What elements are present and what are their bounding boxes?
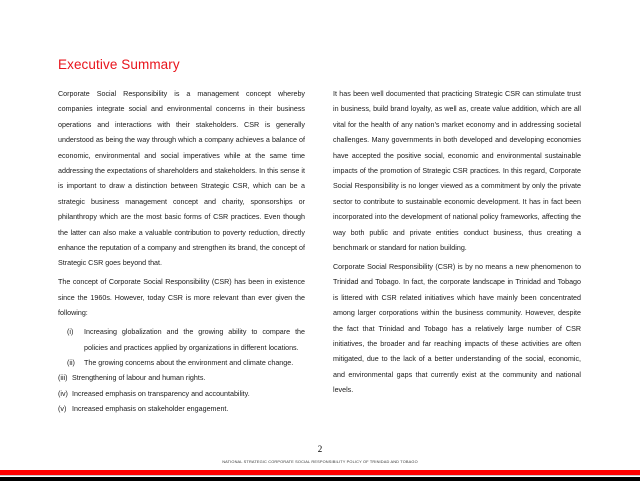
footer-running-title: NATIONAL STRATEGIC CORPORATE SOCIAL RESPONSIBILITY POLICY OF TRINIDAD AND TOBAGO xyxy=(222,459,418,464)
right-column xyxy=(333,87,581,402)
left-column xyxy=(58,87,305,418)
list-item xyxy=(58,387,305,402)
paragraph: Corporate Social Responsibility (CSR) is by no means a new phenomenon to Trinidad and Tobago. In fact, the corporate landscape in Trinidad and Tobago is littered with CSR related initiatives which have mainly been concentrated among larger corporations within the business community. However, despite the fact that Trinidad and Tobago has a relatively large number of CSR initiatives, the broader and far reaching impacts of these activities are often mitigated, due to the lack of a better understanding of the social, economic, and environmental gaps that currently exist at the community and national levels. xyxy=(333,262,581,395)
list-text: Increased emphasis on transparency and accountability. xyxy=(72,389,250,398)
page-title: Executive Summary xyxy=(58,57,180,72)
footer-black-bar xyxy=(0,477,640,481)
list-text: Increased emphasis on stakeholder engagement. xyxy=(72,405,229,414)
page-number: 2 xyxy=(317,444,323,454)
list-item xyxy=(58,371,305,386)
list-text: The growing concerns about the environment and climate change. xyxy=(84,358,294,367)
list-text: Increasing globalization and the growing ability to compare the policies and practices applied by organizations in different locations. xyxy=(84,328,305,352)
paragraph: Corporate Social Responsibility is a management concept whereby companies integrate social and environmental concerns in their business operations and interactions with their stakeholders. CSR is generally understood as being the way through which a company achieves a balance of economic, environmental and social imperatives while at the same time addressing the expectations of shareholders and stakeholders. In this sense it is important to draw a distinction between Strategic CSR, which can be a strategic business management concept and charity, sponsorships or philanthropy which are the most basic forms of CSR practices. Even though the latter can also make a valuable contribution to poverty reduction, directly enhance the reputation of a company and strengthen its brand, the concept of Strategic CSR goes beyond that. xyxy=(58,90,305,268)
list-item xyxy=(58,356,305,371)
list-item xyxy=(58,325,305,356)
list-number: (i) xyxy=(67,328,74,337)
footer-divider xyxy=(0,475,640,476)
list-number: (iii) xyxy=(58,374,68,383)
list-text: Strengthening of labour and human rights. xyxy=(72,374,206,383)
csr-relevance-list xyxy=(58,325,305,417)
paragraph: It has been well documented that practicing Strategic CSR can stimulate trust in business, build brand loyalty, as well as, create value addition, which are all vital for the health of any nation’s market economy and in addressing societal challenges. Many governments in both developed and developing economies have accepted the positive social, economic and environmental sustainable impacts of the promotion of Strategic CSR practices. In this regard, Corporate Social Responsibility is no longer viewed as a commitment by only the private sector to contribute to sustainable economic development. It has in fact been incorporated into the development of national policy frameworks, affecting the way both public and private entities conduct business, thus creating a benchmark or standard for nation building. xyxy=(333,90,581,253)
paragraph: The concept of Corporate Social Responsibility (CSR) has been in existence since the 1960s. However, today CSR is more relevant than ever given the following: xyxy=(58,278,305,318)
list-item xyxy=(58,402,305,417)
list-number: (v) xyxy=(58,405,67,414)
list-number: (iv) xyxy=(58,389,68,398)
list-number: (ii) xyxy=(67,358,75,367)
